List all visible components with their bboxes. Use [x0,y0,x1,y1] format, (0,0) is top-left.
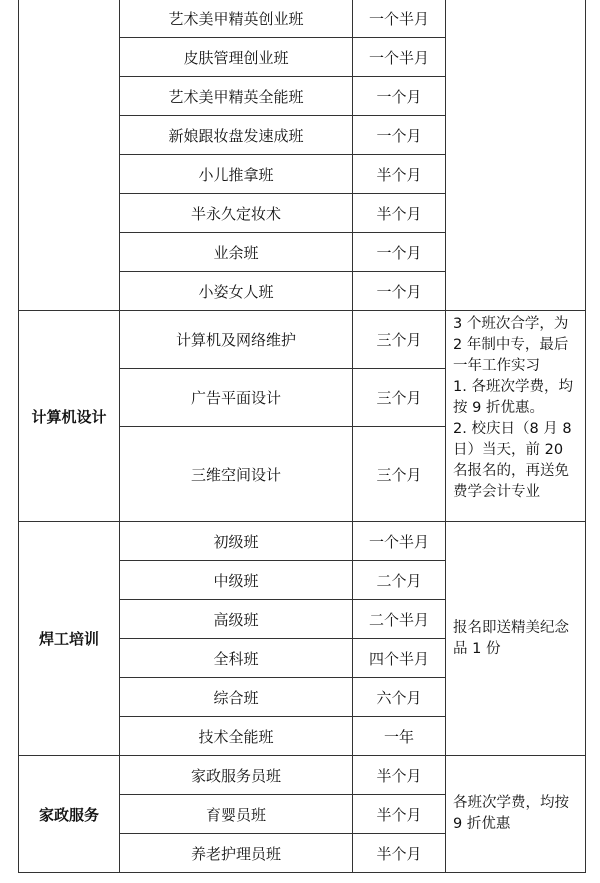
note-line: 2. 校庆日（8 月 8 日）当天，前 20 名报名的，再送免费学会计专业 [453,421,572,500]
course-duration: 三个月 [353,427,446,522]
course-duration: 一个半月 [353,0,446,38]
course-name: 初级班 [120,522,353,561]
note-line: 1. 各班次学费，均按 9 折优惠。 [453,379,573,416]
note-cell [446,311,586,522]
note-cell: 报名即送精美纪念品 1 份 [446,522,586,756]
course-name: 三维空间设计 [120,427,353,522]
course-name: 半永久定妆术 [120,194,353,233]
course-duration: 一年 [353,717,446,756]
course-name: 育婴员班 [120,795,353,834]
course-duration: 半个月 [353,795,446,834]
course-name: 小姿女人班 [120,272,353,311]
course-duration: 半个月 [353,155,446,194]
category-cell: 家政服务 [19,756,120,873]
course-duration: 三个月 [353,369,446,427]
course-name: 全科班 [120,639,353,678]
course-name: 综合班 [120,678,353,717]
course-duration: 四个半月 [353,639,446,678]
course-duration: 一个月 [353,233,446,272]
course-duration: 一个月 [353,77,446,116]
table-row [19,0,586,38]
course-name: 新娘跟妆盘发速成班 [120,116,353,155]
table-row [19,522,586,561]
course-duration: 半个月 [353,194,446,233]
course-name: 业余班 [120,233,353,272]
category-cell [19,0,120,311]
course-name: 中级班 [120,561,353,600]
course-name: 养老护理员班 [120,834,353,873]
course-duration: 一个月 [353,272,446,311]
course-name: 小儿推拿班 [120,155,353,194]
course-name: 高级班 [120,600,353,639]
course-duration: 二个月 [353,561,446,600]
table-row [19,311,586,369]
note-cell: 各班次学费，均按 9 折优惠 [446,756,586,873]
note-cell [446,0,586,311]
course-name: 艺术美甲精英创业班 [120,0,353,38]
note-line: 3 个班次合学，为 2 年制中专，最后一年工作实习 [453,316,569,374]
course-name: 家政服务员班 [120,756,353,795]
course-duration: 二个半月 [353,600,446,639]
course-duration: 半个月 [353,756,446,795]
course-name: 皮肤管理创业班 [120,38,353,77]
table-row [19,756,586,795]
category-cell: 焊工培训 [19,522,120,756]
course-duration: 半个月 [353,834,446,873]
course-name: 技术全能班 [120,717,353,756]
course-duration: 一个月 [353,116,446,155]
course-name: 艺术美甲精英全能班 [120,77,353,116]
category-cell: 计算机设计 [19,311,120,522]
course-duration: 一个半月 [353,38,446,77]
course-name: 广告平面设计 [120,369,353,427]
course-duration: 一个半月 [353,522,446,561]
course-duration: 三个月 [353,311,446,369]
course-duration: 六个月 [353,678,446,717]
course-name: 计算机及网络维护 [120,311,353,369]
course-table [18,0,586,873]
